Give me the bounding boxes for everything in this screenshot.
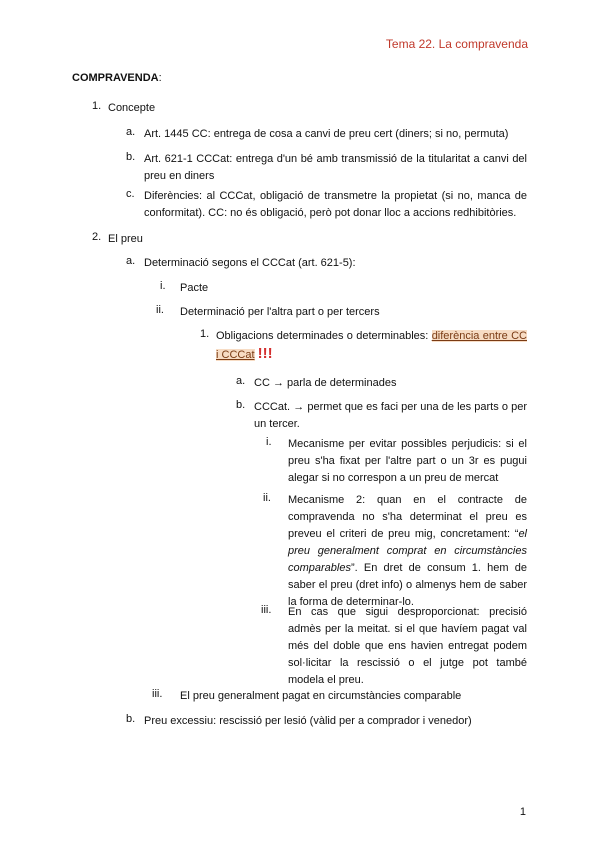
list-item: Diferències: al CCCat, obligació de transmetre la propietat (si no, manca de conformitat). CC: no és obligació, però pot donar lloc a accions redhibitòries. [144, 190, 527, 219]
list-item: Determinació per l'altra part o per tercers [180, 306, 380, 318]
list-marker: ii. [156, 304, 164, 316]
list-marker: a. [126, 126, 136, 138]
list-marker: 1. [92, 100, 102, 112]
list-item: Preu excessiu: rescissió per lesió (vàlid per a comprador i venedor) [144, 715, 472, 727]
section-el-preu: El preu [108, 233, 143, 245]
list-item: Pacte [180, 282, 209, 294]
list-marker: c. [126, 188, 135, 200]
list-item: En cas que sigui desproporcionat: precisió admès per la meitat. si el que havíem pagat val més del doble que ens havien entregat podem sol·licitar la rescissió o el jutge pot també modela el preu. [288, 606, 527, 686]
list-marker: i. [266, 436, 272, 448]
list-item [216, 328, 527, 364]
page-number: 1 [519, 806, 526, 818]
header-title: Tema 22. La compravenda [385, 37, 528, 51]
item-text: Mecanisme 2: quan en el contracte de compravenda no s'ha determinat el preu es preveu el criteri de preu mig, concretament: “ [288, 494, 527, 540]
section-concepte: Concepte [108, 102, 156, 114]
list-marker: a. [126, 255, 136, 267]
list-item: Mecanisme per evitar possibles perjudicis: si el preu s'ha fixat per l'altre part o un 3r es pugui alegar si no correspon a un preu de mercat [288, 438, 527, 484]
list-item: CC → parla de determinades [254, 377, 397, 389]
item-text: Obligacions determinades o determinables: [216, 330, 432, 342]
list-marker: i. [160, 280, 166, 292]
list-marker: ii. [263, 492, 271, 504]
list-item: Determinació segons el CCCat (art. 621-5): [144, 257, 356, 269]
list-marker: iii. [152, 688, 163, 700]
title-text: COMPRAVENDA [72, 72, 159, 84]
list-marker: 1. [200, 328, 210, 340]
list-item: CCCat. → permet que es faci per una de les parts o per un tercer. [254, 401, 527, 430]
exclamation-marks: !!! [257, 345, 273, 362]
list-marker: 2. [92, 231, 102, 243]
list-item [288, 492, 527, 611]
list-marker: b. [126, 151, 136, 163]
highlighted-text: diferència entre CC i CCCat [216, 330, 527, 361]
list-marker: b. [236, 399, 246, 411]
list-item: Art. 1445 CC: entrega de cosa a canvi de preu cert (diners; si no, permuta) [144, 128, 509, 140]
document-title [72, 72, 162, 84]
list-marker: b. [126, 713, 136, 725]
list-item: El preu generalment pagat en circumstàncies comparable [180, 690, 462, 702]
quoted-text: el preu generalment comprat en circumstàncies comparables [288, 528, 527, 574]
title-colon: : [158, 72, 162, 84]
item-text: ”. En dret de consum 1. hem de saber el preu (dret info) o almenys hem de saber la forma de determinar-lo. [288, 562, 527, 608]
list-marker: iii. [261, 604, 272, 616]
list-item: Art. 621-1 CCCat: entrega d'un bé amb transmissió de la titularitat a canvi del preu en diners [144, 153, 527, 182]
list-marker: a. [236, 375, 246, 387]
